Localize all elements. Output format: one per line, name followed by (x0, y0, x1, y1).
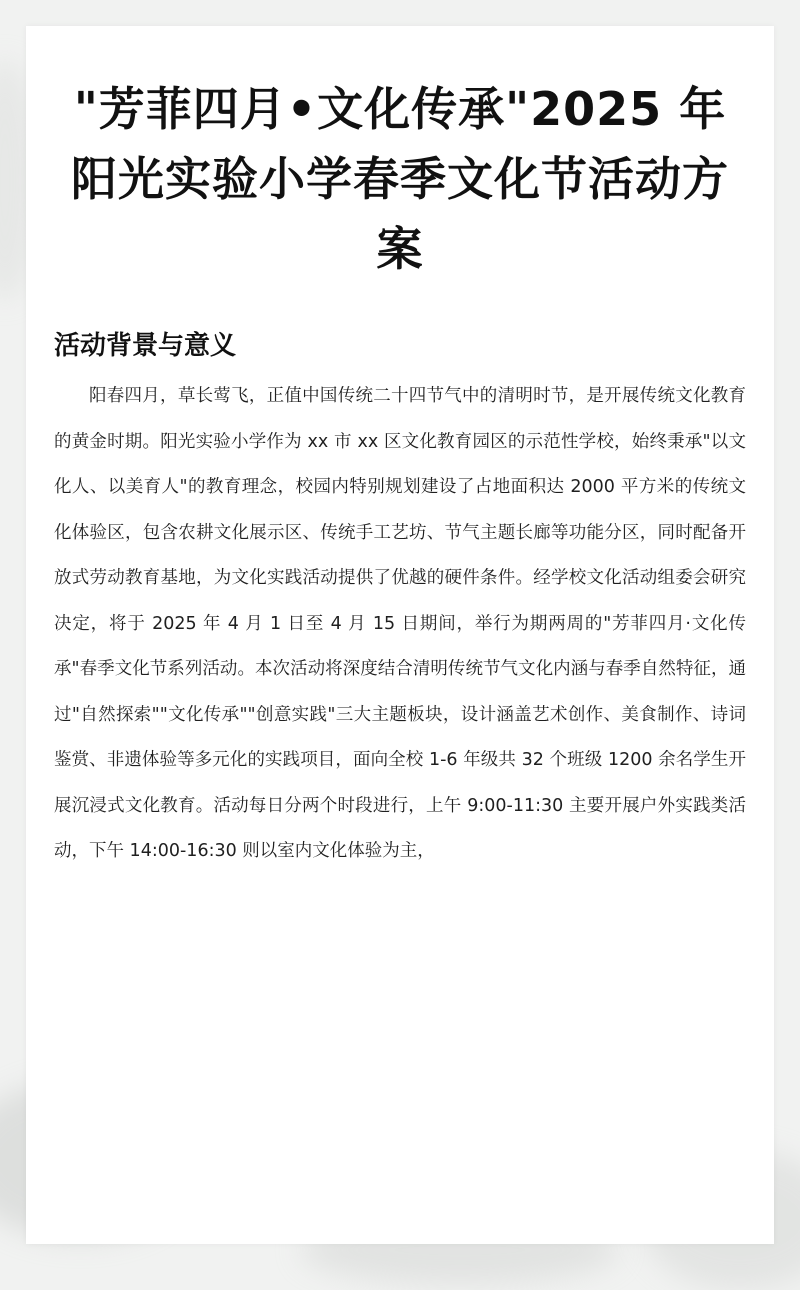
section-heading: 活动背景与意义 (54, 331, 237, 361)
document-page (26, 26, 774, 1244)
section-paragraph: 阳春四月，草长莺飞，正值中国传统二十四节气中的清明时节，是开展传统文化教育的黄金时期。阳光实验小学作为 xx 市 xx 区文化教育园区的示范性学校，始终秉承"以文化人、以美育人"的教育理念，校园内特别规划建设了占地面积达 2000 平方米的传统文化体验区，包含农耕文化展示区、传统手工艺坊、节气主题长廊等功能分区，同时配备开放式劳动教育基地，为文化实践活动提供了优越的硬件条件。经学校文化活动组委会研究决定，将于 2025 年 4 月 1 日至 4 月 15 日期间，举行为期两周的"芳菲四月·文化传承"春季文化节系列活动。本次活动将深度结合清明传统节气文化内涵与春季自然特征，通过"自然探索""文化传承""创意实践"三大主题板块，设计涵盖艺术创作、美食制作、诗词鉴赏、非遗体验等多元化的实践项目，面向全校 1-6 年级共 32 个班级 1200 余名学生开展沉浸式文化教育。活动每日分两个时段进行，上午 9:00-11:30 主要开展户外实践类活动，下午 14:00-16:30 则以室内文化体验为主， (54, 386, 746, 861)
document-title: "芳菲四月•文化传承"2025 年阳光实验小学春季文化节活动方案 (71, 82, 729, 276)
